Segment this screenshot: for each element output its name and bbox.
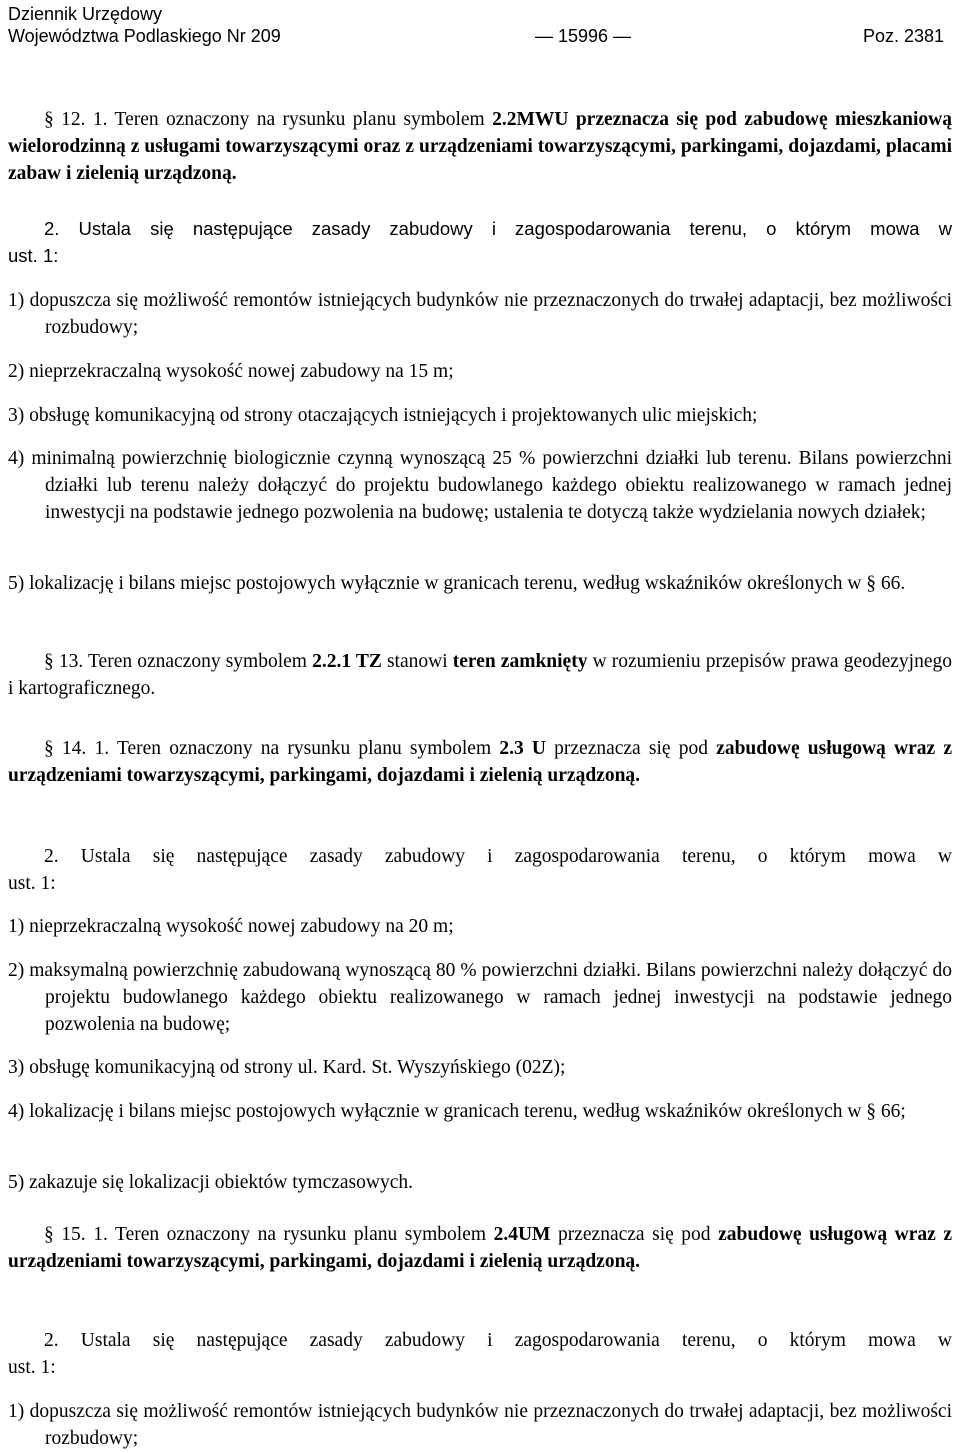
list-item: 3) obsługę komunikacyjną od strony ul. Kard. St. Wyszyńskiego (02Z); <box>8 1057 566 1078</box>
list-item: 1) dopuszcza się możliwość remontów istniejących budynków nie przeznaczonych do trwałej adaptacji, bez możliwości rozbudowy; <box>8 1401 952 1449</box>
list-item: 5) zakazuje się lokalizacji obiektów tymczasowych. <box>8 1172 414 1193</box>
list-item: 4) minimalną powierzchnię biologicznie czynną wynoszącą 25 % powierzchni działki lub terenu. Bilans powierzchni działki lub terenu należy dołączyć do projektu budowlanego każdego obiektu realizowanego w ramach jednej inwestycji na podstawie jednego pozwolenia na budowę; ustalenia te dotyczą także wydzielania nowych działek; <box>8 448 952 523</box>
list-item: 3) obsługę komunikacyjną od strony otaczających istniejących i projektowanych ulic miejskich; <box>8 405 758 426</box>
paragraph-12-1: § 12. 1. Teren oznaczony na rysunku planu symbolem 2.2MWU przeznacza się pod zabudowę mieszkaniową wielorodzinną z usługami towarzyszącymi oraz z urządzeniami towarzyszącymi, parkingami, dojazdami, placami zabaw i zielenią urządzoną. <box>8 109 952 184</box>
paragraph-12-2-line1: 2. Ustala się następujące zasady zabudowy i zagospodarowania terenu, o którym mowa w <box>44 218 952 239</box>
journal-subtitle: Województwa Podlaskiego Nr 209 <box>8 26 281 46</box>
paragraph-15-2-line2: ust. 1: <box>8 1357 56 1378</box>
list-item: 4) lokalizację i bilans miejsc postojowych wyłącznie w granicach terenu, według wskaźników określonych w § 66; <box>8 1101 906 1122</box>
list-item: 1) dopuszcza się możliwość remontów istniejących budynków nie przeznaczonych do trwałej adaptacji, bez możliwości rozbudowy; <box>8 290 952 338</box>
paragraph-14-2-line2: ust. 1: <box>8 873 56 894</box>
position-number: Poz. 2381 <box>862 26 944 46</box>
list-item: 2) nieprzekraczalną wysokość nowej zabudowy na 15 m; <box>8 361 454 382</box>
list-item: 2) maksymalną powierzchnię zabudowaną wynoszącą 80 % powierzchni działki. Bilans powierzchni należy dołączyć do projektu budowlanego każdego obiektu realizowanego w ramach jednej inwestycji na podstawie jednego pozwolenia na budowę; <box>8 960 952 1035</box>
journal-title: Dziennik Urzędowy <box>8 4 163 24</box>
paragraph-15-1: § 15. 1. Teren oznaczony na rysunku planu symbolem 2.4UM przeznacza się pod zabudowę usługową wraz z urządzeniami towarzyszącymi, parkingami, dojazdami i zielenią urządzoną. <box>8 1224 952 1272</box>
paragraph-12-2-line2: ust. 1: <box>8 245 59 266</box>
list-item: 5) lokalizację i bilans miejsc postojowych wyłącznie w granicach terenu, według wskaźników określonych w § 66. <box>8 573 906 594</box>
paragraph-13: § 13. Teren oznaczony symbolem 2.2.1 TZ stanowi teren zamknięty w rozumieniu przepisów prawa geodezyjnego i kartograficznego. <box>8 651 952 699</box>
paragraph-14-1: § 14. 1. Teren oznaczony na rysunku planu symbolem 2.3 U przeznacza się pod zabudowę usługową wraz z urządzeniami towarzyszącymi, parkingami, dojazdami i zielenią urządzoną. <box>8 738 952 786</box>
page-number: — 15996 — <box>535 26 632 46</box>
list-item: 1) nieprzekraczalną wysokość nowej zabudowy na 20 m; <box>8 916 454 937</box>
paragraph-14-2-line1: 2. Ustala się następujące zasady zabudowy i zagospodarowania terenu, o którym mowa w <box>44 846 952 867</box>
paragraph-15-2-line1: 2. Ustala się następujące zasady zabudowy i zagospodarowania terenu, o którym mowa w <box>44 1330 952 1351</box>
